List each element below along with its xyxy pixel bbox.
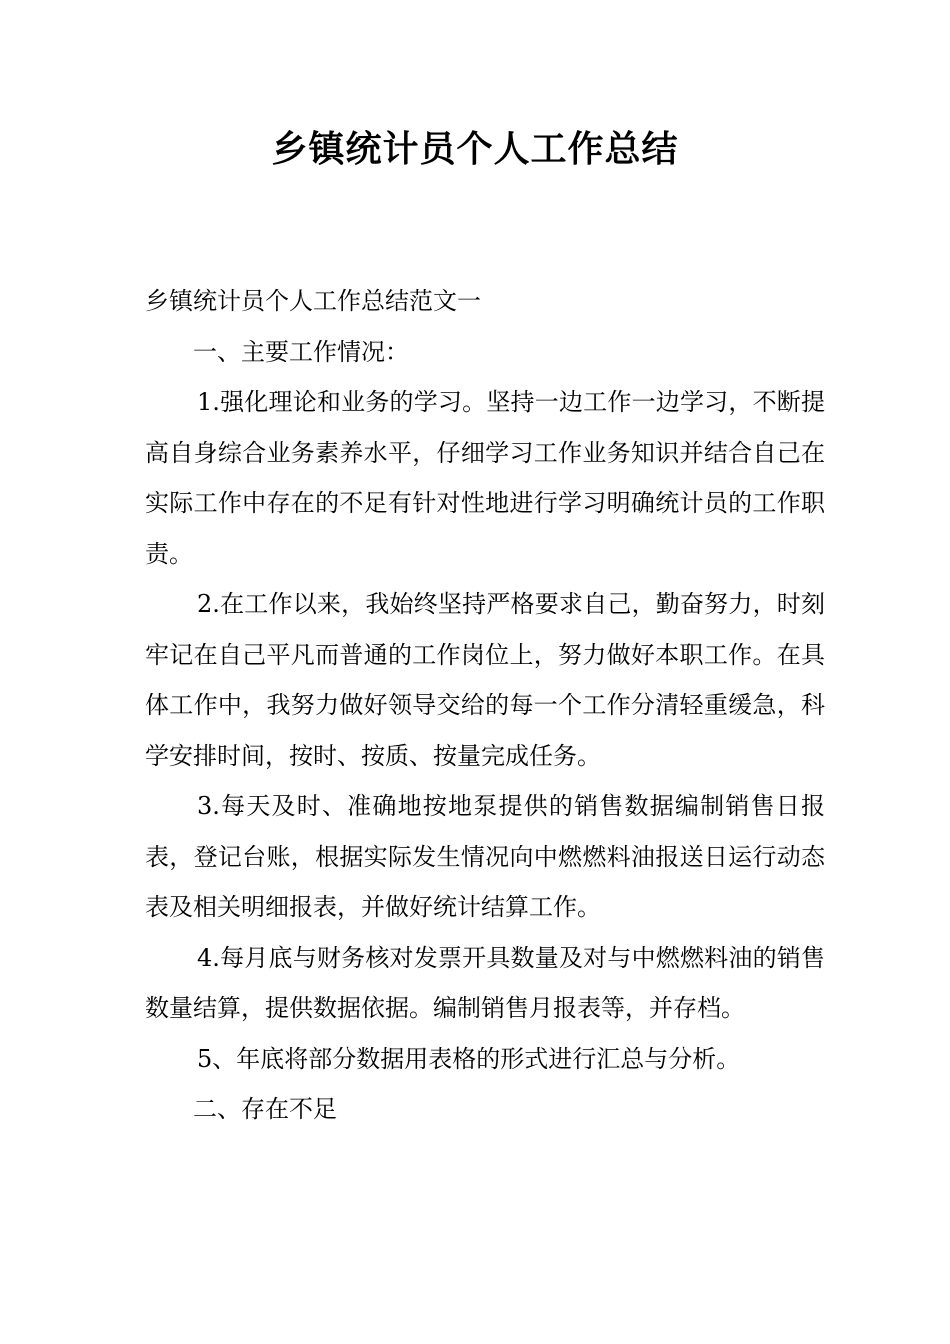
paragraph-item-4: 4.每月底与财务核对发票开具数量及对与中燃燃料油的销售数量结算，提供数据依据。编制销售月报表等，并存档。 bbox=[145, 943, 825, 1022]
section-heading-main-work: 一、主要工作情况： bbox=[193, 337, 409, 366]
section-heading-shortcomings: 二、存在不足 bbox=[193, 1095, 337, 1123]
paragraph-item-1: 1.强化理论和业务的学习。坚持一边工作一边学习，不断提高自身综合业务素养水平，仔细学习工作业务知识并结合自己在实际工作中存在的不足有针对性地进行学习明确统计员的工作职责。 bbox=[145, 388, 825, 568]
document-title: 乡镇统计员个人工作总结 bbox=[271, 129, 679, 170]
paragraph-item-2: 2.在工作以来，我始终坚持严格要求自己，勤奋努力，时刻牢记在自己平凡而普通的工作岗位上，努力做好本职工作。在具体工作中，我努力做好领导交给的每一个工作分清轻重缓急，科学安排时间，按时、按质、按量完成任务。 bbox=[145, 590, 825, 770]
document-subtitle: 乡镇统计员个人工作总结范文一 bbox=[145, 287, 481, 315]
paragraph-item-3: 3.每天及时、准确地按地泵提供的销售数据编制销售日报表，登记台账，根据实际发生情况向中燃燃料油报送日运行动态表及相关明细报表，并做好统计结算工作。 bbox=[145, 792, 825, 921]
paragraph-item-5: 5、年底将部分数据用表格的形式进行汇总与分析。 bbox=[197, 1044, 741, 1073]
document-body bbox=[145, 276, 825, 1135]
